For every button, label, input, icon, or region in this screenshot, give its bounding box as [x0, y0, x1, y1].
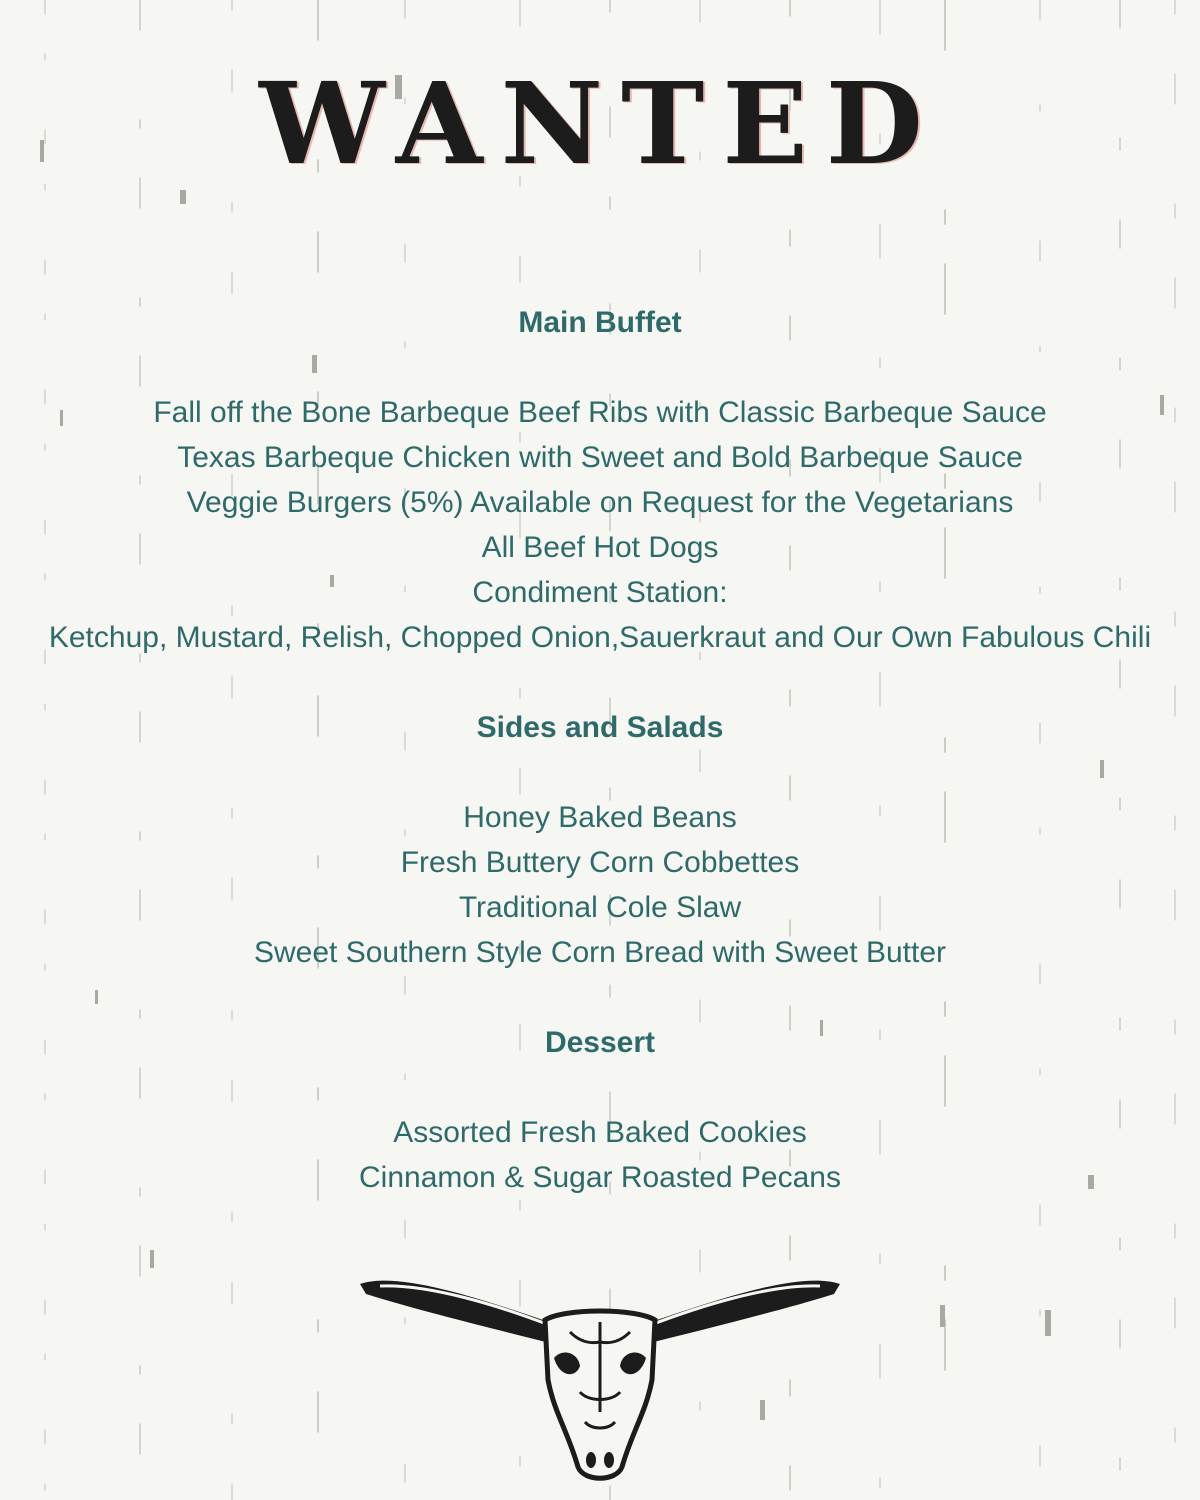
menu-item: Texas Barbeque Chicken with Sweet and Bold Barbeque Sauce: [177, 441, 1023, 474]
section-main-buffet: [0, 300, 1200, 660]
section-heading: Sides and Salads: [476, 711, 724, 744]
menu-item: All Beef Hot Dogs: [481, 531, 719, 564]
section-sides-and-salads: [0, 705, 1200, 975]
menu-item: Veggie Burgers (5%) Available on Request for the Vegetarians: [186, 486, 1014, 519]
menu-item: Fall off the Bone Barbeque Beef Ribs with Classic Barbeque Sauce: [153, 396, 1047, 429]
menu-item: Fresh Buttery Corn Cobbettes: [400, 846, 800, 879]
section-heading: Main Buffet: [518, 306, 682, 339]
section-dessert: [0, 1020, 1200, 1200]
menu-item: Sweet Southern Style Corn Bread with Sweet Butter: [253, 936, 947, 969]
menu: [0, 300, 1200, 1200]
page-title: WANTED: [259, 59, 941, 190]
longhorn-skull-icon: [340, 1262, 860, 1492]
section-heading: Dessert: [544, 1026, 656, 1059]
menu-item: Assorted Fresh Baked Cookies: [393, 1116, 807, 1149]
menu-item: Ketchup, Mustard, Relish, Chopped Onion,Sauerkraut and Our Own Fabulous Chili: [48, 621, 1152, 654]
menu-item: Honey Baked Beans: [463, 801, 737, 834]
menu-item: Traditional Cole Slaw: [458, 891, 742, 924]
menu-item: Cinnamon & Sugar Roasted Pecans: [359, 1161, 841, 1194]
menu-item: Condiment Station:: [472, 576, 728, 609]
